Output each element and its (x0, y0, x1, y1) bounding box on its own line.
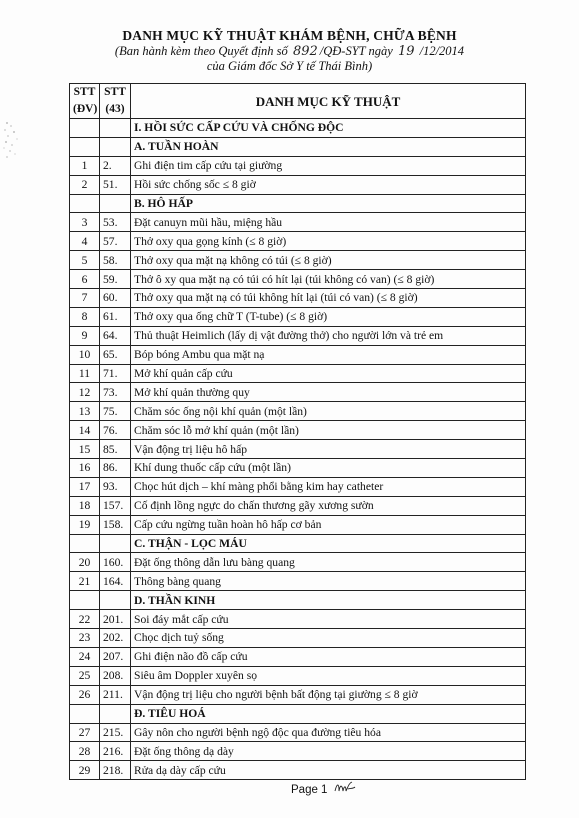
stt-cell: 24 (70, 647, 100, 666)
technique-name: Mở khí quản thường quy (131, 383, 526, 402)
technique-name: Chọc hút dịch – khí màng phổi bằng kim hay catheter (131, 477, 526, 496)
table-row (70, 685, 526, 704)
table-row (70, 175, 526, 194)
stt-cell: 28 (70, 742, 100, 761)
stt-cell: 17 (70, 477, 100, 496)
table-row (70, 270, 526, 289)
technique-name: Chọc dịch tuỷ sống (131, 629, 526, 648)
stt-cell: 2 (70, 175, 100, 194)
technique-name: Siêu âm Doppler xuyên sọ (131, 666, 526, 685)
technique-name: Vận động trị liệu hô hấp (131, 440, 526, 459)
section-row (70, 534, 526, 553)
stt43-cell (100, 704, 131, 723)
section-title: C. THẬN - LỌC MÁU (131, 534, 526, 553)
section-title: A. TUẦN HOÀN (131, 137, 526, 156)
stt-cell: 12 (70, 383, 100, 402)
stt43-cell: 71. (100, 364, 131, 383)
stt-cell: 25 (70, 666, 100, 685)
technique-name: Thủ thuật Heimlich (lấy dị vật đường thở) cho người lớn và trẻ em (131, 326, 526, 345)
technique-name: Cố định lồng ngực do chấn thương gãy xương sườn (131, 496, 526, 515)
stt-cell (70, 591, 100, 610)
page-footer (291, 784, 327, 796)
stt-cell: 1 (70, 156, 100, 175)
document-header (0, 28, 579, 74)
stt-cell: 4 (70, 232, 100, 251)
technique-name: Khí dung thuốc cấp cứu (một lần) (131, 459, 526, 478)
stt43-cell (100, 119, 131, 138)
table-row (70, 459, 526, 478)
stt-cell: 9 (70, 326, 100, 345)
stt43-cell: 64. (100, 326, 131, 345)
stt-cell: 23 (70, 629, 100, 648)
decision-suffix: /12/2014 (419, 44, 465, 58)
technique-name: Mở khí quản cấp cứu (131, 364, 526, 383)
stt-cell: 26 (70, 685, 100, 704)
stt-cell: 14 (70, 421, 100, 440)
technique-name: Hồi sức chống sốc ≤ 8 giờ (131, 175, 526, 194)
document-title: DANH MỤC KỸ THUẬT KHÁM BỆNH, CHỮA BỆNH (122, 28, 457, 43)
section-row (70, 119, 526, 138)
table-row (70, 402, 526, 421)
section-title: D. THẦN KINH (131, 591, 526, 610)
col-header-technique: DANH MỤC KỸ THUẬT (131, 84, 526, 119)
stt-cell: 29 (70, 761, 100, 780)
issuer-line: của Giám đốc Sở Y tế Thái Bình) (206, 59, 373, 73)
stt-cell: 6 (70, 270, 100, 289)
stt43-cell: 215. (100, 723, 131, 742)
table-row (70, 496, 526, 515)
table-row (70, 289, 526, 308)
stt-cell (70, 704, 100, 723)
table-row (70, 629, 526, 648)
stt-cell: 22 (70, 610, 100, 629)
table-header-row (70, 84, 526, 119)
stt43-cell: 59. (100, 270, 131, 289)
table-row (70, 477, 526, 496)
stt43-cell: 2. (100, 156, 131, 175)
stt-cell: 20 (70, 553, 100, 572)
table-row (70, 213, 526, 232)
stt43-cell: 85. (100, 440, 131, 459)
section-title: Đ. TIÊU HOÁ (131, 704, 526, 723)
technique-table (69, 83, 526, 780)
table-row (70, 572, 526, 591)
technique-name: Bóp bóng Ambu qua mặt nạ (131, 345, 526, 364)
stt43-cell (100, 137, 131, 156)
section-row (70, 591, 526, 610)
decision-mid: /QĐ-SYT ngày (319, 44, 393, 58)
section-row (70, 194, 526, 213)
table-row (70, 761, 526, 780)
table-row (70, 515, 526, 534)
table-row (70, 610, 526, 629)
handwritten-decision-number: 892 (292, 44, 318, 59)
stt43-cell: 73. (100, 383, 131, 402)
technique-name: Đặt ống thông dẫn lưu bàng quang (131, 553, 526, 572)
table-row (70, 345, 526, 364)
stt43-cell: 164. (100, 572, 131, 591)
stt43-cell: 93. (100, 477, 131, 496)
technique-name: Thở oxy qua mặt nạ không có túi (≤ 8 giờ) (131, 251, 526, 270)
stt-cell: 15 (70, 440, 100, 459)
stt43-cell: 51. (100, 175, 131, 194)
technique-name: Ghi điện não đồ cấp cứu (131, 647, 526, 666)
table-row (70, 383, 526, 402)
table-row (70, 742, 526, 761)
stt-cell: 19 (70, 515, 100, 534)
stt43-cell: 157. (100, 496, 131, 515)
table-body (70, 119, 526, 780)
stt43-cell: 201. (100, 610, 131, 629)
stt43-cell: 160. (100, 553, 131, 572)
stt43-cell: 61. (100, 307, 131, 326)
technique-name: Soi đáy mắt cấp cứu (131, 610, 526, 629)
table-row (70, 307, 526, 326)
stt-cell: 10 (70, 345, 100, 364)
stt43-cell: 216. (100, 742, 131, 761)
technique-name: Chăm sóc ống nội khí quản (một lần) (131, 402, 526, 421)
section-title: I. HỒI SỨC CẤP CỨU VÀ CHỐNG ĐỘC (131, 119, 526, 138)
table-row (70, 440, 526, 459)
scan-speckles (2, 120, 24, 160)
table-row (70, 647, 526, 666)
stt-cell: 7 (70, 289, 100, 308)
section-row (70, 704, 526, 723)
stt43-cell: 65. (100, 345, 131, 364)
stt-cell: 13 (70, 402, 100, 421)
decision-prefix: (Ban hành kèm theo Quyết định số (114, 44, 288, 58)
stt-cell (70, 534, 100, 553)
col-header-stt-dv: STT (ĐV) (70, 84, 100, 119)
stt43-cell: 75. (100, 402, 131, 421)
stt-cell: 11 (70, 364, 100, 383)
table-row (70, 232, 526, 251)
stt-cell: 16 (70, 459, 100, 478)
stt43-cell (100, 534, 131, 553)
section-row (70, 137, 526, 156)
stt43-cell: 158. (100, 515, 131, 534)
stt-cell: 8 (70, 307, 100, 326)
technique-name: Thông bàng quang (131, 572, 526, 591)
table-row (70, 666, 526, 685)
stt-cell: 27 (70, 723, 100, 742)
section-title: B. HÔ HẤP (131, 194, 526, 213)
stt-cell: 21 (70, 572, 100, 591)
handwritten-day: 19 (397, 44, 415, 59)
technique-name: Rửa dạ dày cấp cứu (131, 761, 526, 780)
technique-name: Gây nôn cho người bệnh ngộ độc qua đường tiêu hóa (131, 723, 526, 742)
page-number: Page 1 (291, 784, 328, 796)
stt43-cell (100, 194, 131, 213)
stt43-cell: 86. (100, 459, 131, 478)
table-row (70, 326, 526, 345)
technique-name: Thở oxy qua mặt nạ có túi không hít lại (túi có van) (≤ 8 giờ) (131, 289, 526, 308)
decision-line (0, 44, 579, 59)
stt-cell (70, 194, 100, 213)
table-row (70, 553, 526, 572)
table-row (70, 723, 526, 742)
stt43-cell: 211. (100, 685, 131, 704)
stt-cell: 18 (70, 496, 100, 515)
initials-signature (333, 779, 357, 795)
table-row (70, 421, 526, 440)
stt43-cell: 57. (100, 232, 131, 251)
technique-name: Đặt canuyn mũi hầu, miệng hầu (131, 213, 526, 232)
col-header-stt-43: STT (43) (100, 84, 131, 119)
technique-name: Chăm sóc lỗ mở khí quản (một lần) (131, 421, 526, 440)
stt43-cell: 202. (100, 629, 131, 648)
stt43-cell: 60. (100, 289, 131, 308)
table-row (70, 251, 526, 270)
stt43-cell: 76. (100, 421, 131, 440)
technique-name: Cấp cứu ngừng tuần hoàn hô hấp cơ bản (131, 515, 526, 534)
technique-name: Đặt ống thông dạ dày (131, 742, 526, 761)
stt-cell (70, 137, 100, 156)
stt43-cell: 207. (100, 647, 131, 666)
technique-name: Ghi điện tim cấp cứu tại giường (131, 156, 526, 175)
table-row (70, 364, 526, 383)
stt43-cell: 58. (100, 251, 131, 270)
table-row (70, 156, 526, 175)
stt43-cell: 218. (100, 761, 131, 780)
stt-cell: 3 (70, 213, 100, 232)
stt-cell: 5 (70, 251, 100, 270)
technique-name: Vận động trị liệu cho người bệnh bất động tại giường ≤ 8 giờ (131, 685, 526, 704)
technique-name: Thở ô xy qua mặt nạ có túi có hít lại (túi không có van) (≤ 8 giờ) (131, 270, 526, 289)
stt43-cell: 53. (100, 213, 131, 232)
stt43-cell (100, 591, 131, 610)
stt-cell (70, 119, 100, 138)
stt43-cell: 208. (100, 666, 131, 685)
technique-name: Thở oxy qua ống chữ T (T-tube) (≤ 8 giờ) (131, 307, 526, 326)
technique-name: Thở oxy qua gọng kính (≤ 8 giờ) (131, 232, 526, 251)
